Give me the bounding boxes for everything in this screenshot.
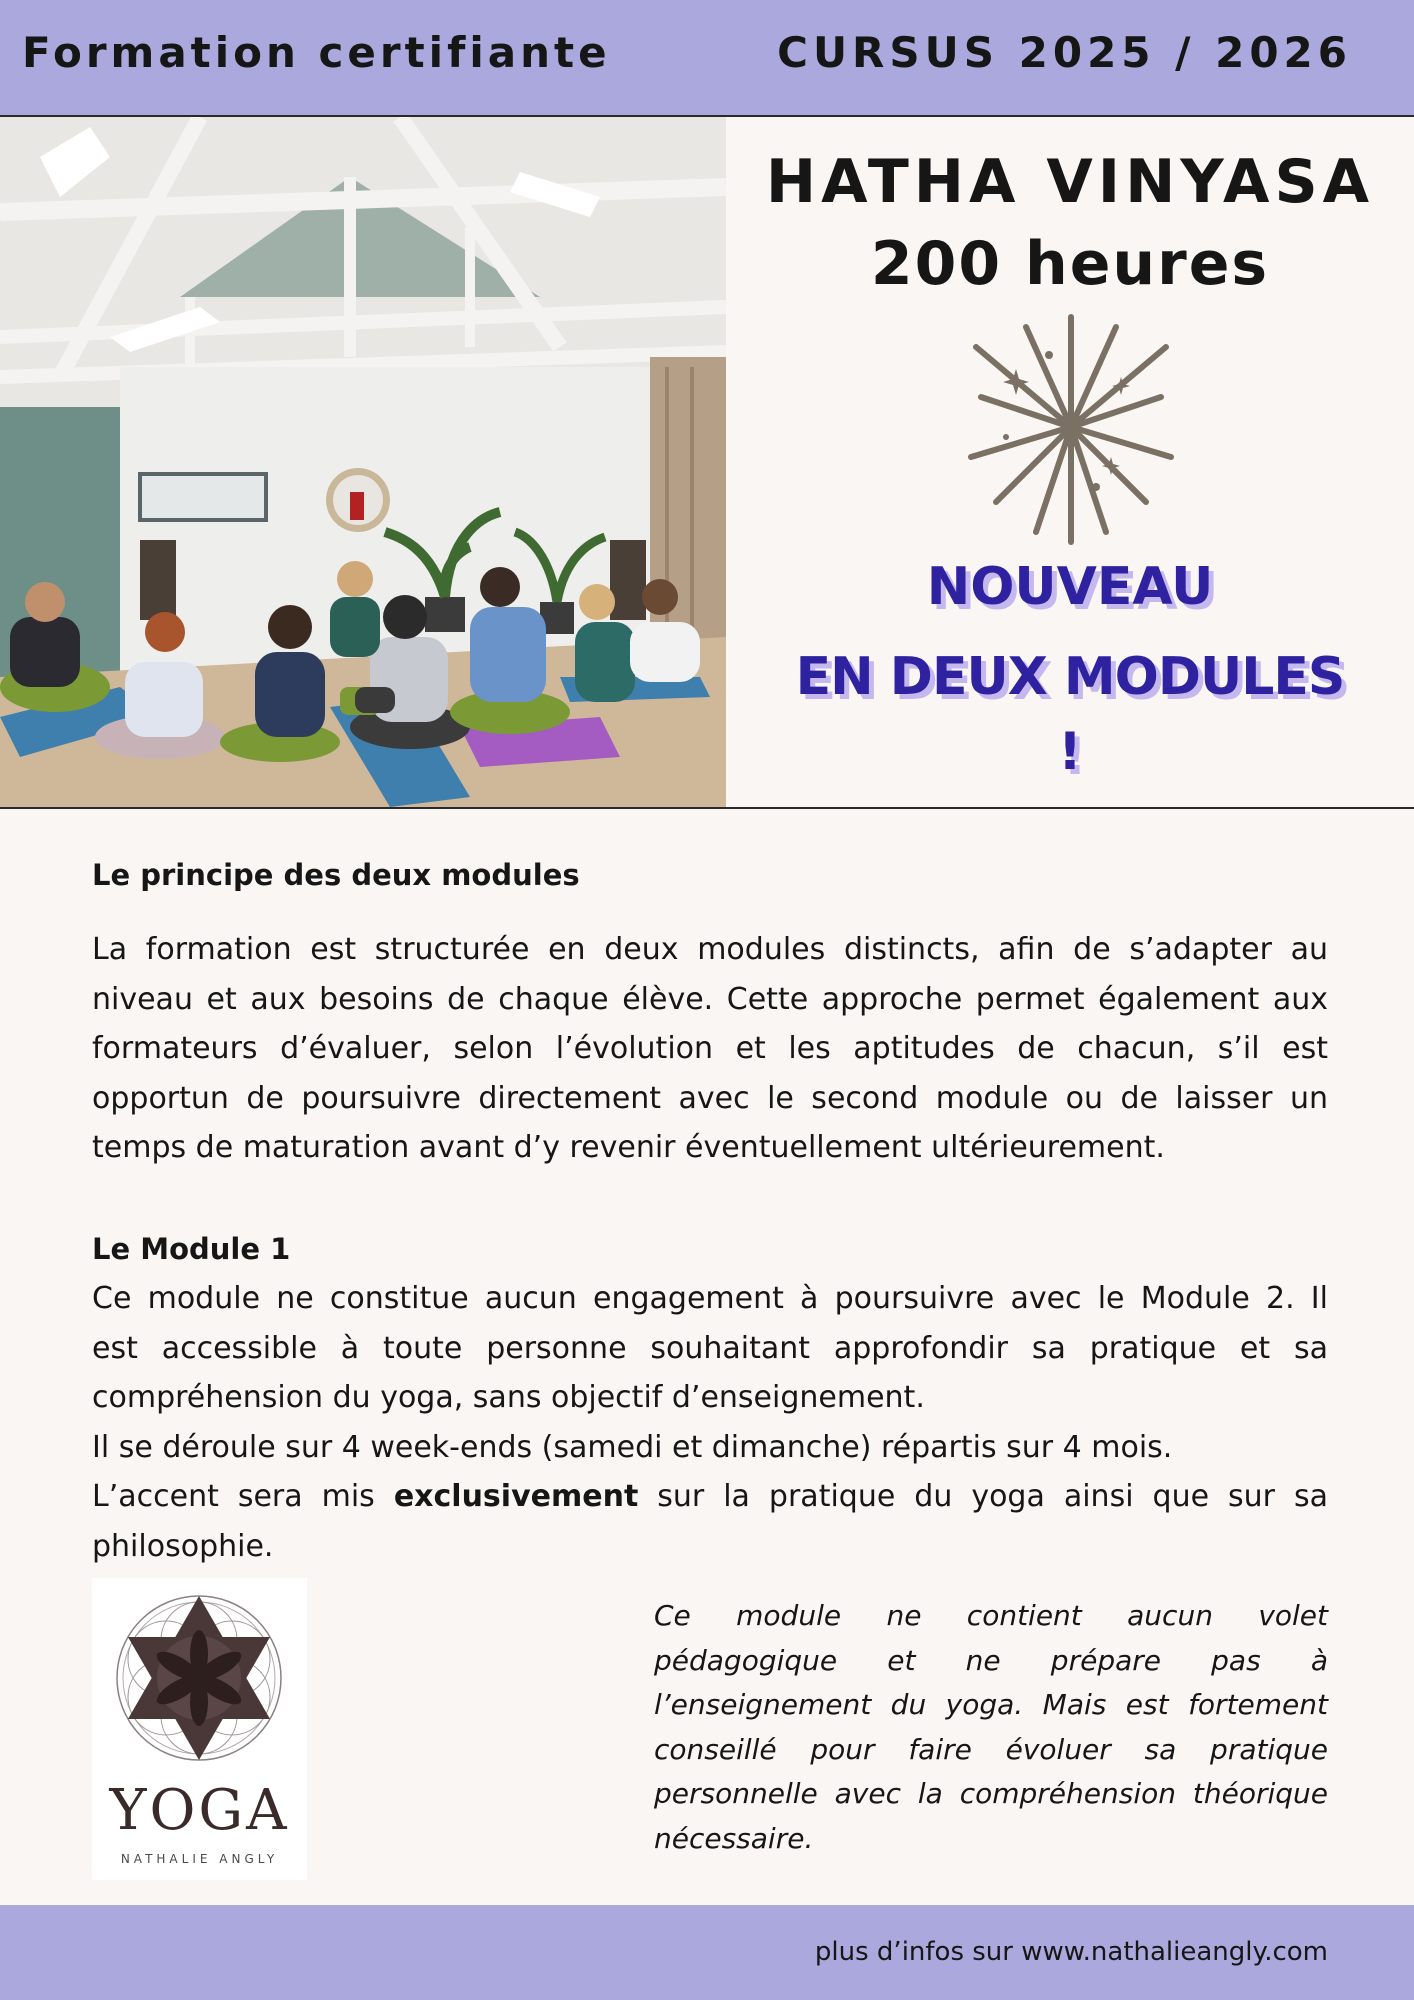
header-formation-label: Formation certifiante	[22, 28, 611, 77]
heading-principe: Le principe des deux modules	[92, 858, 580, 892]
paragraph-line: opportun de poursuivre directement avec le second module ou de laisser un	[92, 1080, 1328, 1116]
paragraph-line: La formation est structurée en deux modules distincts, afin de s’adapter au	[92, 932, 1328, 967]
paragraph-line: Ce module ne constitue aucun engagement à poursuivre avec le Module 2. Il	[92, 1281, 1328, 1316]
header-cursus-label: CURSUS 2025 / 2026	[777, 28, 1352, 77]
paragraph-line: formateurs d’évaluer, selon l’évolution et les aptitudes de chacun, s’il est	[92, 1031, 1328, 1066]
paragraph-module-1	[92, 1274, 1328, 1571]
heading-module-1: Le Module 1	[92, 1232, 291, 1266]
footer-website-link[interactable]: plus d’infos sur www.nathalieangly.com	[814, 1937, 1328, 1967]
emphasis-prefix: L’accent sera mis	[92, 1479, 375, 1514]
hero-subtitle: 200 heures	[870, 229, 1270, 299]
module-note	[654, 1594, 1328, 1861]
logo-name: NATHALIE ANGLY	[120, 1852, 279, 1866]
paragraph-line: temps de maturation avant d’y revenir éventuellement ultérieurement.	[92, 1130, 1165, 1165]
hero-title: HATHA VINYASA	[765, 147, 1375, 217]
header-band	[0, 0, 1414, 117]
announcement-nouveau: NOUVEAU	[926, 557, 1214, 617]
paragraph-line: niveau et aux besoins de chaque élève. Cette approche permet également aux	[92, 981, 1328, 1017]
yoga-studio-photo	[0, 117, 726, 807]
paragraph-line: compréhension du yoga, sans objectif d’enseignement.	[92, 1380, 925, 1415]
hero-panel	[726, 117, 1414, 807]
paragraph-line-emphasis	[92, 1472, 1328, 1522]
logo-wordmark: YOGA	[109, 1778, 290, 1843]
paragraph-line: est accessible à toute personne souhaitant approfondir sa pratique et sa	[92, 1330, 1328, 1366]
note-line: conseillé pour faire évoluer sa pratique	[654, 1732, 1328, 1766]
yoga-logo	[92, 1578, 307, 1880]
paragraph-principe	[92, 925, 1328, 1173]
announcement-exclamation: !	[1058, 722, 1082, 782]
sparkle-burst-icon	[961, 307, 1181, 547]
paragraph-line: Il se déroule sur 4 week-ends (samedi et dimanche) répartis sur 4 mois.	[92, 1429, 1173, 1465]
paragraph-line: philosophie.	[92, 1528, 274, 1564]
note-line: personnelle avec la compréhension théorique	[654, 1777, 1328, 1810]
announcement-en-deux-modules: EN DEUX MODULES	[795, 647, 1345, 707]
note-line: Ce module ne contient aucun volet	[654, 1599, 1328, 1632]
note-line: pédagogique et ne prépare pas à	[654, 1643, 1328, 1677]
emphasis-word: exclusivement	[393, 1479, 639, 1514]
flower-of-life-icon	[92, 1578, 307, 1778]
footer-band	[0, 1905, 1414, 2000]
note-line: l’enseignement du yoga. Mais est fortement	[654, 1688, 1328, 1721]
note-line: nécessaire.	[654, 1821, 814, 1855]
emphasis-suffix: sur la pratique du yoga ainsi que sur sa	[657, 1479, 1328, 1514]
hero-divider	[0, 807, 1414, 809]
